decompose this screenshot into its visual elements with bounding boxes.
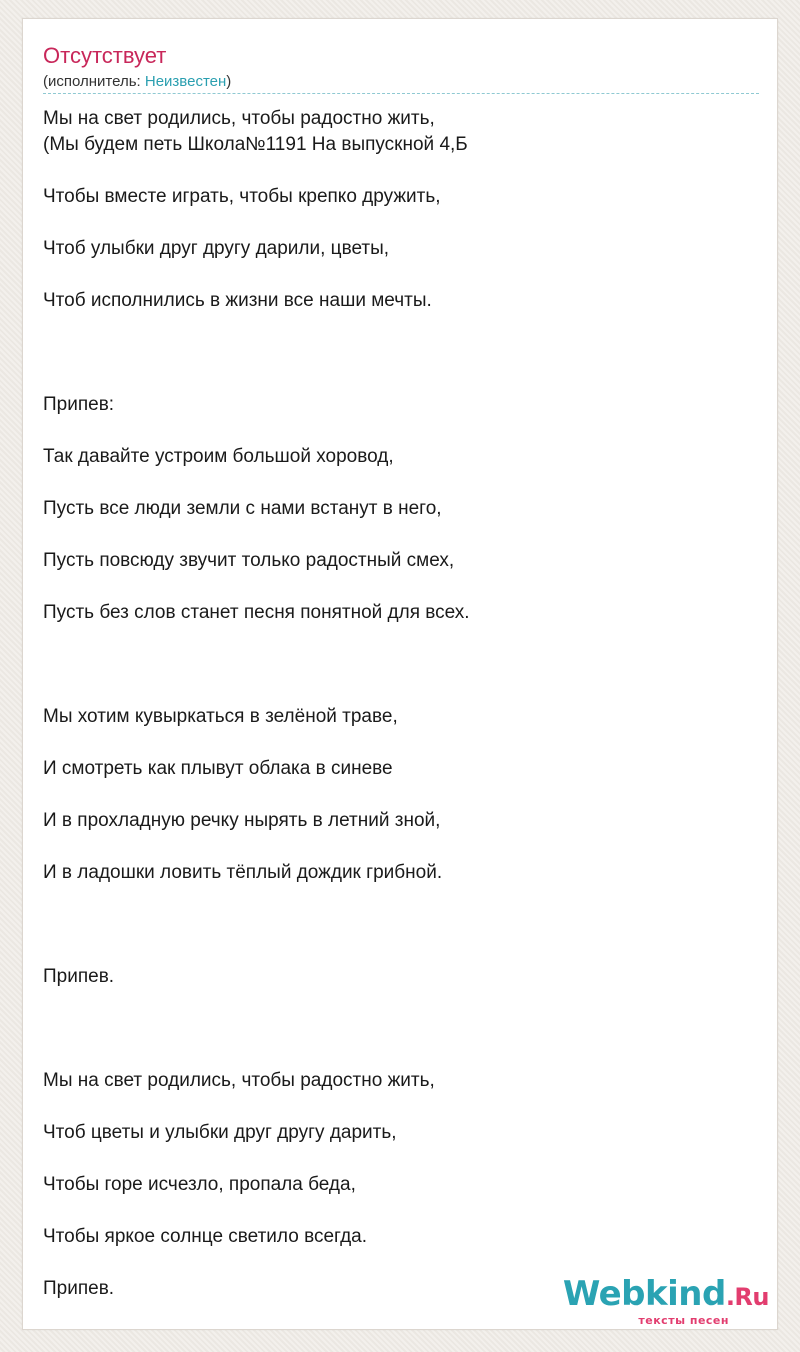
artist-suffix: )	[226, 73, 232, 90]
logo-tld: .Ru	[725, 1283, 769, 1311]
lyric-line: Мы на свет родились, чтобы радостно жить,	[43, 1070, 435, 1091]
lyric-line: Чтобы яркое солнце светило всегда.	[43, 1226, 368, 1247]
lyric-line: Пусть повсюду звучит только радостный смех,	[43, 550, 455, 571]
lyric-line: И в ладошки ловить тёплый дождик грибной.	[43, 862, 443, 883]
lyric-line: Пусть без слов станет песня понятной для всех.	[43, 602, 470, 623]
lyric-line: И в прохладную речку нырять в летний зной,	[43, 810, 441, 831]
lyric-line: Пусть все люди земли с нами встанут в него,	[43, 498, 442, 519]
lyric-line: Припев.	[43, 1278, 115, 1299]
lyric-line: Чтобы горе исчезло, пропала беда,	[43, 1174, 356, 1195]
logo-wordmark	[563, 1276, 769, 1315]
lyric-line: Чтоб исполнились в жизни все наши мечты.	[43, 290, 432, 311]
lyrics-card	[22, 18, 778, 1330]
song-title: Отсутствует	[43, 43, 167, 68]
lyric-line: Мы хотим кувыркаться в зелёной траве,	[43, 706, 398, 727]
lyric-line: Так давайте устроим большой хоровод,	[43, 446, 394, 467]
lyric-line: Чтоб цветы и улыбки друг другу дарить,	[43, 1122, 397, 1143]
artist-prefix: (исполнитель:	[43, 73, 145, 90]
lyric-line: Припев:	[43, 394, 115, 415]
lyric-line: Чтобы вместе играть, чтобы крепко дружить,	[43, 186, 441, 207]
logo-tagline: тексты песен	[638, 1314, 729, 1327]
lyric-line: (Мы будем петь Школа№1191 На выпускной 4,Б	[43, 134, 468, 155]
lyric-line: Чтоб улыбки друг другу дарили, цветы,	[43, 238, 390, 259]
webkind-logo[interactable]	[563, 1276, 769, 1327]
artist-link[interactable]: Неизвестен	[144, 73, 227, 90]
lyric-line: И смотреть как плывут облака в синеве	[43, 758, 393, 779]
logo-name: Webkind	[562, 1274, 726, 1314]
lyric-line: Мы на свет родились, чтобы радостно жить,	[43, 108, 435, 129]
lyric-line: Припев.	[43, 966, 115, 987]
lyrics-body	[23, 19, 777, 1329]
